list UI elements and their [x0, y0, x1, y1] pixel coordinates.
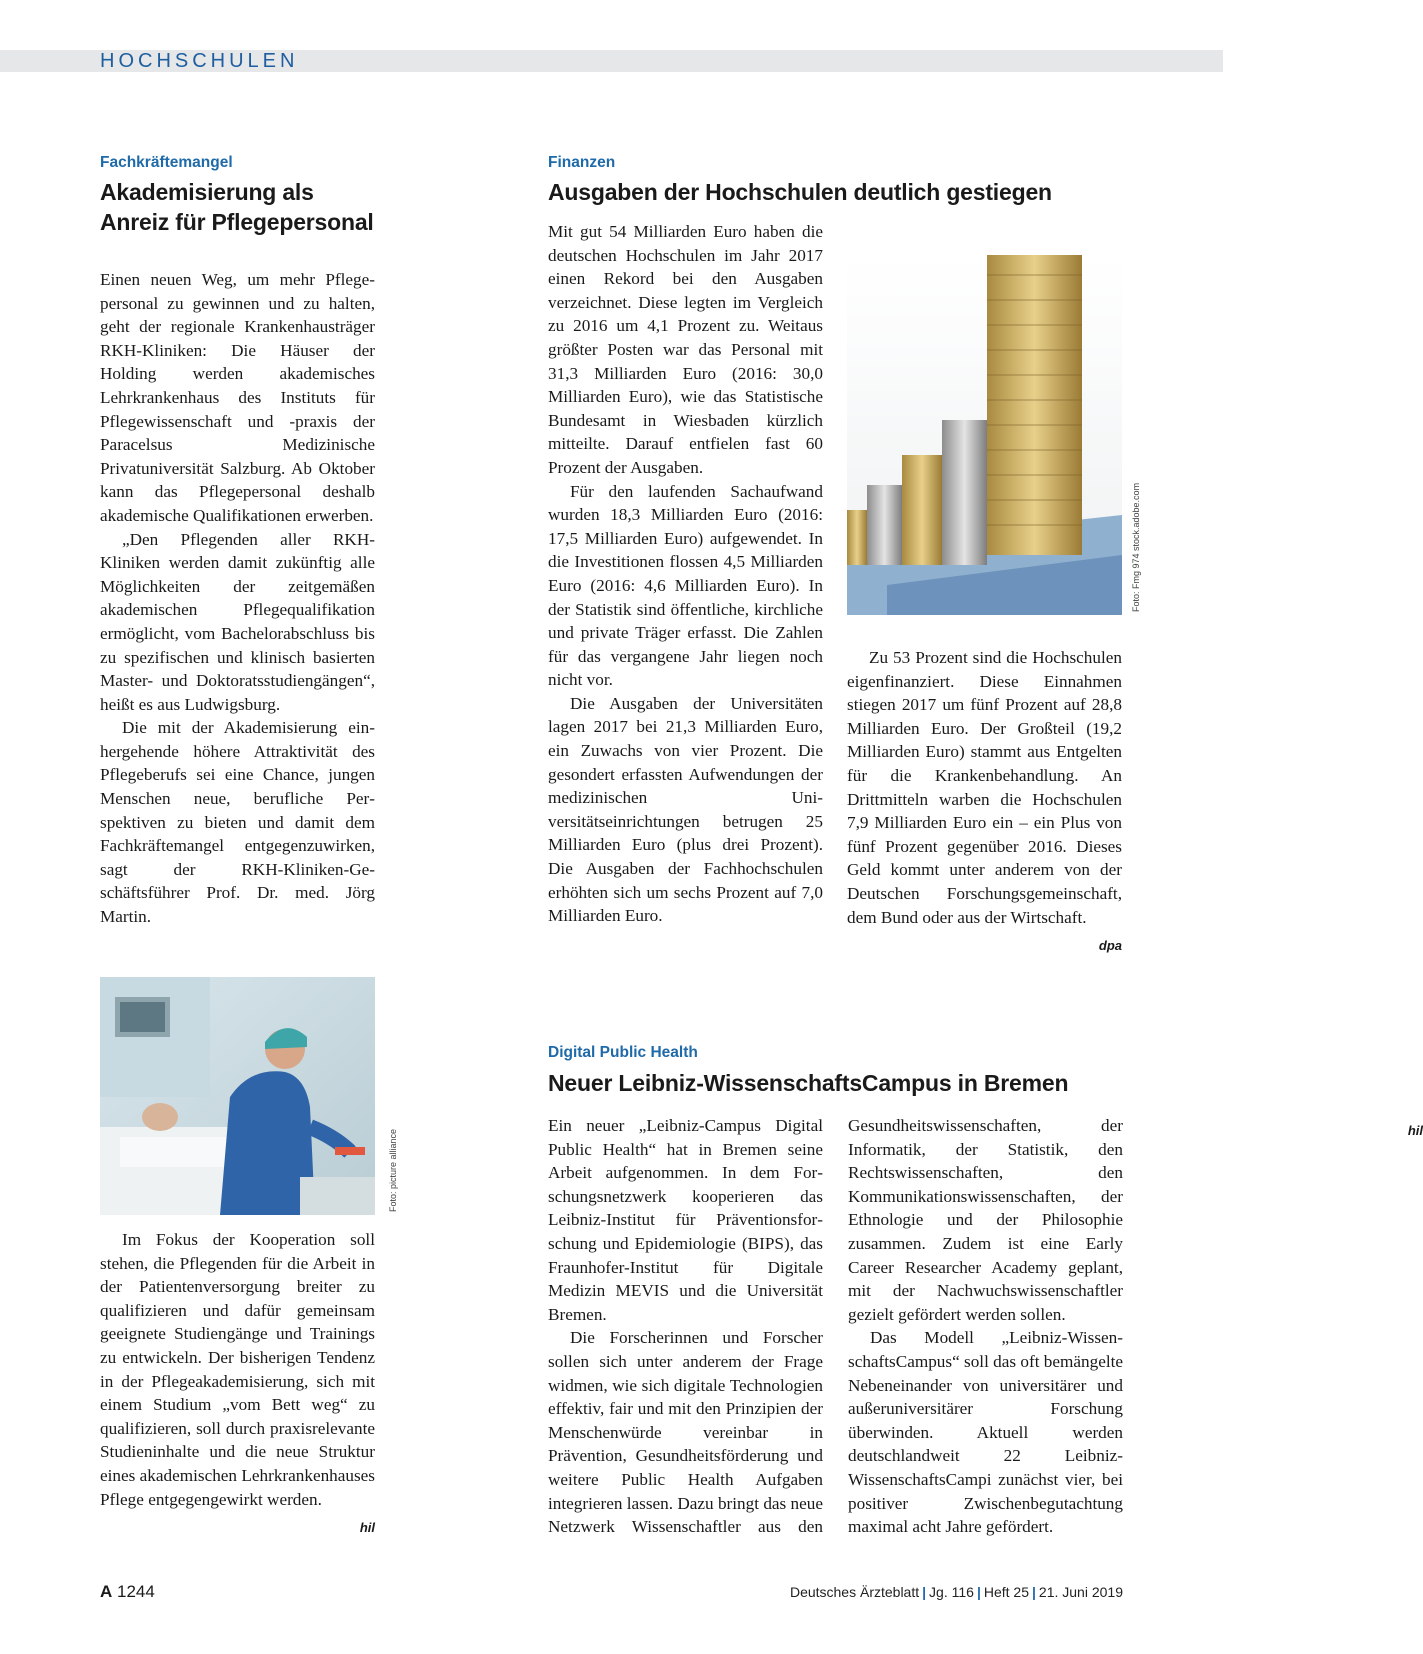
article2-signature: dpa [1098, 938, 1122, 954]
article1-photo-credit: Foto: picture alliance [388, 1128, 398, 1212]
article1-kicker: Fachkräftemangel [100, 154, 233, 171]
page-prefix: A [100, 1582, 113, 1601]
article3-paragraph: Ein neuer „Leibniz-Campus Digital Public Health“ hat in Bremen seine Arbeit aufgenommen. In dem Forschungsnetzwerk kooperieren das Leibniz-Institut für Präventionsforschung und Epidemiologie (BIPS), das Fraunhofer-Institut für Digitale Medizin MEVIS und die Universität Bremen. [548, 1116, 823, 1324]
coins-photo [847, 255, 1122, 615]
article2-kicker: Finanzen [548, 154, 616, 171]
article1-body-bottom [100, 1228, 375, 1540]
journal-name: Deutsches Ärzteblatt [789, 1584, 920, 1600]
journal-date: 21. Juni 2019 [1038, 1584, 1123, 1600]
article2-paragraph: Mit gut 54 Milliarden Euro haben die deutschen Hochschulen im Jahr 2017 einen Rekord bei den Ausgaben verzeichnet. Diese legten im Vergleich zu 2016 um 4,1 Prozent zu. Weitaus größter Posten war das Personal mit 31,3 Milliarden Euro (2016: 30,0 Milliarden Euro), wie das Statistische Bundesamt in Wiesbaden kürzlich mitteilte. Darauf entfielen fast 60 Prozent der Ausgaben. [548, 222, 823, 477]
page-number-value: 1244 [117, 1582, 155, 1601]
article2-paragraph: Zu 53 Prozent sind die Hochschulen eigenfinanziert. Diese Einnahmen stiegen 2017 um fünf Prozent auf 28,8 Milliarden Euro. Der Großteil (19,2 Milliarden Euro) stammt aus Entgelten für die Krankenbehandlung. An Drittmitteln warben die Hochschulen 7,9 Milliarden Euro ein – ein Plus von fünf Prozent gegenüber 2016. Dieses Geld kommt unter anderem von der Deutschen Forschungsgemeinschaft, dem Bund oder aus der Wirtschaft. [847, 648, 1122, 927]
section-label: HOCHSCHULEN [100, 50, 299, 72]
article1-signature: hil [359, 1520, 375, 1536]
article1-paragraph: Einen neuen Weg, um mehr Pflegepersonal zu gewinnen und zu halten, geht der regionale Krankenhausträger RKH-Kliniken: Die Häuser der Holding werden akademisches Lehrkrankenhaus des Instituts für Pflegewissenschaft und -praxis der Paracelsus Medizinische Privatuniversität Salzburg. Ab Oktober kann das Pflegepersonal deshalb akademische Qualifikationen erwerben. [100, 270, 375, 525]
article2-paragraph: Für den laufenden Sachaufwand wurden 18,3 Milliarden Euro (2016: 17,5 Milliarden Euro) aufgewendet. In die Investitionen flossen 4,5 Milliarden Euro (2016: 4,6 Milliarden Euro). In der Statistik sind öffentliche, kirchliche und private Träger erfasst. Die Zahlen für das vergangene Jahr liegen noch nicht vor. [548, 481, 823, 690]
article3-paragraph: Die Forscherinnen und Forscher sollen sich unter anderem der Frage widmen, wie sich digitale Technologien effektiv, fair und mit den Prinzipien der Menschenwürde vereinbar in Prävention, Gesundheitsförderung und weitere Public Health Aufgaben integrieren lassen. Dazu bringt das neue Netzwerk Wissenschaftler aus den Gesundheitswissenschaften, der Informatik, der Statistik, den Rechtswissenschaften, den Kommunikationswissenschaften, der Ethnologie und der Philosophie zusammen. Zudem ist eine Early Career Researcher Academy geplant, mit der Nachwuchswissenschaftler gezielt gefördert werden sollen. [548, 1116, 1123, 1537]
article1-paragraph: Die mit der Akademisierung einhergehende höhere Attraktivität des Pflegeberufs sei eine Chance, jungen Menschen neue, berufliche Perspektiven zu bieten und damit dem Fachkräftemangel entgegenzuwirken, sagt der RKH-Kliniken-Geschäftsführer Prof. Dr. med. Jörg Martin. [100, 718, 375, 927]
nurse-photo-illustration [100, 977, 375, 1215]
article1-headline-line1: Akademisierung als [100, 179, 314, 205]
article3-body [548, 1114, 1423, 1560]
page-number [100, 1582, 155, 1602]
article1-headline-line2: Anreiz für Pflegepersonal [100, 209, 374, 235]
article1-paragraph: Im Fokus der Kooperation soll stehen, die Pflegenden für die Arbeit in der Patientenversorgung breiter zu qualifizieren und dafür gemeinsam geeignete Studiengänge und Trainings zu entwickeln. Der bisherigen Tendenz in der Pflegeakademisierung, sich mit einem Studium „vom Bett weg“ zu qualifizieren, soll durch praxisrelevante Studieninhalte und die neue Struktur eines akademischen Lehrkrankenhauses Pflege entgegengewirkt werden. [100, 1230, 375, 1509]
article3-signature: hil [1407, 1123, 1423, 1138]
article2-photo-credit: Foto: Fmg 974 stock.adobe.com [1131, 482, 1141, 612]
article3-paragraph: Das Modell „Leibniz-WissenschaftsCampus“ soll das oft bemängelte Nebeneinander von universitärer und außeruniversitärer Forschung überwinden. Aktuell werden deutschlandweit 22 Leibniz-WissenschaftsCampi zunächst vier, bei positiver Zwischenbegutachtung maximal acht Jahre gefördert. [848, 1328, 1123, 1537]
article3-headline: Neuer Leibniz-WissenschaftsCampus in Bremen [548, 1070, 1069, 1096]
journal-info: Deutsches Ärzteblatt | Jg. 116 | Heft 25 | 21. Juni 2019 [789, 1584, 1123, 1600]
article3-kicker: Digital Public Health [548, 1044, 698, 1061]
journal-issue: Heft 25 [983, 1584, 1029, 1600]
article2-paragraph: Die Ausgaben der Universitäten lagen 2017 bei 21,3 Milliarden Euro, ein Zuwachs von vier Prozent. Die gesondert erfassten Aufwendungen der medizinischen Universitätseinrichtungen betrugen 25 Milliarden Euro (plus drei Prozent). Die Ausgaben der Fachhochschulen erhöhten sich um sechs Prozent auf 7,0 Milliarden Euro. [548, 693, 823, 926]
article2-body-left [548, 220, 823, 928]
article1-headline [100, 177, 390, 237]
article2-body-right [847, 646, 1122, 958]
article2-headline: Ausgaben der Hochschulen deutlich gestiegen [548, 179, 1052, 205]
nurse-photo [100, 977, 375, 1215]
coins-photo-illustration [847, 255, 1122, 615]
article1-paragraph: „Den Pflegenden aller RKH-Kliniken werden damit zukünftig alle Möglichkeiten der zeitgemäßen akademischen Pflegequalifikation ermöglicht, vom Bachelorabschluss bis zu spezifischen und klinisch basierten Master- und Doktoratsstudiengängen“, heißt es aus Ludwigsburg. [100, 529, 375, 714]
article1-body-top [100, 268, 375, 929]
journal-volume: Jg. 116 [929, 1584, 974, 1600]
